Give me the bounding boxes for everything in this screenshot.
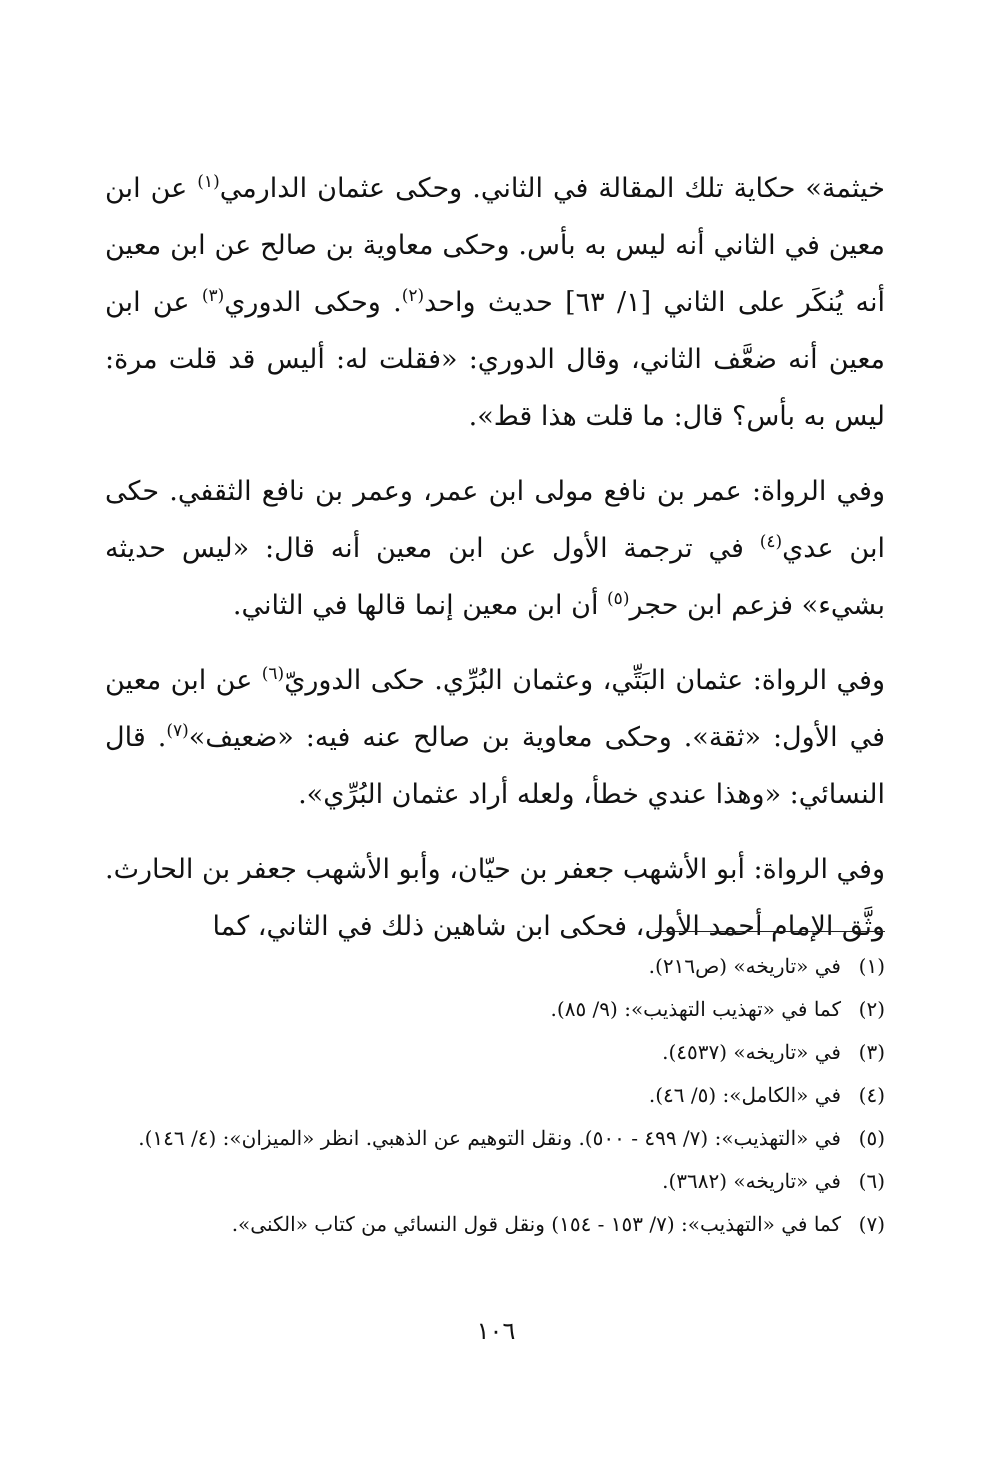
footnote-text: في «تاريخه» (ص٢١٦). <box>648 954 841 978</box>
footnote-marker: (٧) <box>166 721 189 741</box>
text-segment: . وحكى الدوري <box>224 287 402 318</box>
footnote-text: في «تاريخه» (٣٦٨٢). <box>662 1169 841 1193</box>
footnote-number: (٢) <box>858 997 885 1021</box>
text-segment: خيثمة» حكاية تلك المقالة في الثاني. وحكى عثمان الدارمي <box>219 173 885 204</box>
footnote-marker: (١) <box>197 172 220 192</box>
footnote <box>105 945 885 988</box>
footnote-number: (٤) <box>858 1083 885 1107</box>
main-text <box>105 160 885 973</box>
text-segment: وفي الرواة: عمر بن نافع مولى ابن عمر، وعمر بن نافع الثقفي. حكى ابن عدي <box>105 476 885 564</box>
footnote-number: (١) <box>858 954 885 978</box>
footnote-text: في «الكامل»: (٥/ ٤٦). <box>648 1083 841 1107</box>
footnote <box>105 1203 885 1246</box>
footnote-text: في «تاريخه» (٤٥٣٧). <box>662 1040 841 1064</box>
paragraph <box>105 652 885 823</box>
footnote-marker: (٤) <box>759 532 783 552</box>
footnote-marker: (٢) <box>401 286 425 306</box>
footnote-number: (٥) <box>858 1126 885 1150</box>
footnote <box>105 1074 885 1117</box>
paragraph <box>105 160 885 445</box>
text-segment: وفي الرواة: عثمان البَتِّي، وعثمان البُرِّي. حكى الدوريّ <box>284 665 886 696</box>
footnotes <box>105 945 885 1246</box>
footnote-marker: (٦) <box>261 664 285 684</box>
text-segment: عن ابن معين في الأول: «ثقة». وحكى معاوية بن صالح عنه فيه: «ضعيف» <box>105 665 885 753</box>
footnote <box>105 1031 885 1074</box>
text-segment: أن ابن معين إنما قالها في الثاني. <box>232 590 608 621</box>
footnote <box>105 1117 885 1160</box>
text-segment: . قال النسائي: «وهذا عندي خطأ، ولعله أراد عثمان البُرِّي». <box>105 722 885 810</box>
footnote-text: كما في «تهذيب التهذيب»: (٩/ ٨٥). <box>550 997 841 1021</box>
text-segment: عن ابن معين في الثاني أنه ليس به بأس. وحكى معاوية بن صالح عن ابن معين أنه يُنكَر على الثاني [١/ ٦٣] حديث واحد <box>105 173 885 318</box>
text-segment: في ترجمة الأول عن ابن معين أنه قال: «ليس حديثه بشيء» فزعم ابن حجر <box>105 533 885 621</box>
footnote <box>105 1160 885 1203</box>
footnote-number: (٧) <box>858 1212 885 1236</box>
footnote-number: (٣) <box>858 1040 885 1064</box>
footnote-text: في «التهذيب»: (٧/ ٤٩٩ - ٥٠٠). ونقل التوهيم عن الذهبي. انظر «الميزان»: (٤/ ١٤٦). <box>138 1126 841 1150</box>
page-number: ١٠٦ <box>476 1317 516 1345</box>
footnote <box>105 988 885 1031</box>
footnote-marker: (٥) <box>607 589 630 609</box>
footnote-marker: (٣) <box>201 286 225 306</box>
footnote-text: كما في «التهذيب»: (٧/ ١٥٣ - ١٥٤) ونقل قول النسائي من كتاب «الكنى». <box>231 1212 841 1236</box>
footnote-separator <box>655 931 885 932</box>
text-segment: عن ابن معين أنه ضعَّف الثاني، وقال الدوري: «فقلت له: أليس قد قلت مرة: ليس به بأس؟ قال: ما قلت هذا قط». <box>105 287 885 432</box>
paragraph <box>105 841 885 955</box>
paragraph <box>105 463 885 634</box>
footnote-number: (٦) <box>858 1169 885 1193</box>
text-segment: وفي الرواة: أبو الأشهب جعفر بن حيّان، وأبو الأشهب جعفر بن الحارث. وثَّق الإمام أحمد الأول، فحكى ابن شاهين ذلك في الثاني، كما <box>105 854 885 942</box>
